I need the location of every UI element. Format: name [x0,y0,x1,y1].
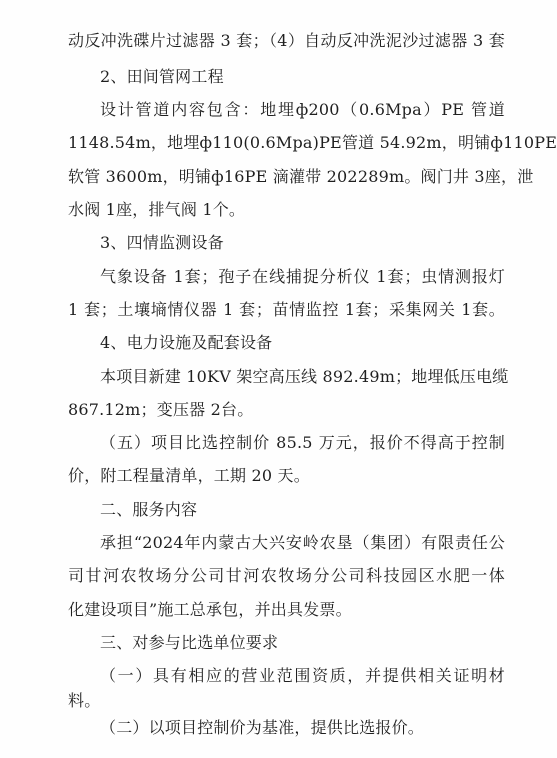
heading-pipe-network: 2、田间管网工程 [100,67,224,86]
text-line-18: 化建设项目”施工总承包，并出具发票。 [68,600,352,619]
heading-service: 二、服务内容 [100,500,198,519]
text-line-22: （二）以项目控制价为基准，提供比选报价。 [100,718,425,737]
text-line-20: （一）具有相应的营业范围资质，并提供相关证明材 [100,666,505,685]
text-line-12: 867.12m；变压器 2台。 [68,400,254,419]
text-line-5: 软管 3600m，明铺ф16PE 滴灌带 202289m。阀门井 3座，泄 [68,167,534,186]
text-line-21: 料。 [68,691,101,710]
text-line-3: 设计管道内容包含：地埋ф200（0.6Mpa）PE 管道 [100,100,505,119]
text-line-16: 承担“2024年内蒙古大兴安岭农垦（集团）有限责任公 [100,533,505,552]
text-line-11: 本项目新建 10KV 架空高压线 892.49m；地埋低压电缆 [100,367,509,386]
text-line-14: 价，附工程量清单，工期 20 天。 [68,466,310,485]
text-line-4: 1148.54m，地埋ф110(0.6Mpa)PE管道 54.92m，明铺ф110PE [68,133,557,152]
text-line-9: 1 套；土壤墒情仪器 1 套；苗情监控 1套；采集网关 1套。 [68,300,505,319]
text-line-13: （五）项目比选控制价 85.5 万元，报价不得高于控制 [100,433,505,452]
text-line-8: 气象设备 1套；孢子在线捕捉分析仪 1套；虫情测报灯 [100,267,505,286]
heading-power: 4、电力设施及配套设备 [100,333,273,352]
text-line-6: 水阀 1座，排气阀 1个。 [68,200,246,219]
text-line-1: 动反冲洗碟片过滤器 3 套；（4）自动反冲洗泥沙过滤器 3 套 [68,31,505,50]
heading-requirements: 三、对参与比选单位要求 [100,633,279,652]
text-line-17: 司甘河农牧场分公司甘河农牧场分公司科技园区水肥一体 [68,566,505,585]
heading-monitoring: 3、四情监测设备 [100,233,224,252]
